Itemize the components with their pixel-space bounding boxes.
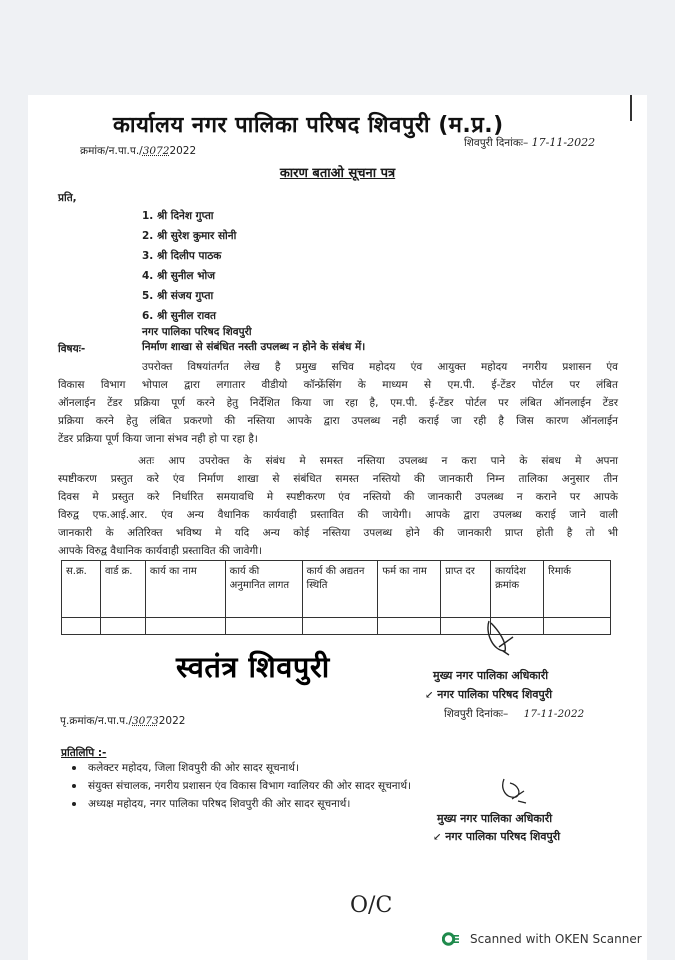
pen-mark-icon: ↙ bbox=[425, 690, 434, 701]
recipient-item: 5. श्री संजय गुप्ता bbox=[142, 290, 214, 302]
signatory-office-text: नगर पालिका परिषद शिवपुरी bbox=[437, 688, 553, 701]
table-cell bbox=[62, 618, 101, 635]
recipient-item: 3. श्री दिलीप पाठक bbox=[142, 250, 222, 262]
column-header: रिमार्क bbox=[544, 561, 611, 618]
signatory-designation: मुख्य नगर पालिका अधिकारी bbox=[433, 669, 549, 682]
signature-date bbox=[444, 707, 584, 721]
paragraph-2-line: अतः आप उपरोक्त के संबंध मे समस्त नस्तिया उपलब्ध न करा पाने के संबध मे अपना bbox=[138, 455, 618, 467]
signature-date-label: शिवपुरी दिनांकः– bbox=[444, 708, 509, 720]
newspaper-watermark: स्वतंत्र शिवपुरी bbox=[176, 650, 330, 684]
recipient-item: 6. श्री सुनील रावत bbox=[142, 310, 217, 322]
copy-to-item bbox=[72, 777, 411, 795]
recipient-item: 1. श्री दिनेश गुप्ता bbox=[142, 210, 214, 222]
signature-scribble bbox=[483, 619, 523, 659]
bullet-icon bbox=[72, 766, 76, 770]
recipient-office: नगर पालिका परिषद शिवपुरी bbox=[142, 326, 252, 338]
signatory-office-text: नगर पालिका परिषद शिवपुरी bbox=[445, 830, 561, 843]
ref-year: 2022 bbox=[169, 145, 197, 157]
table-cell bbox=[100, 618, 145, 635]
paragraph-2-line: स्पष्टीकरण प्रस्तुत करे एंव निर्माण शाखा से संबंधित समस्त नस्तियो की जानकारी निम्न तालिका अनुसार तीन bbox=[58, 473, 618, 485]
copy-to-item bbox=[72, 795, 411, 813]
oken-scanner-logo-icon bbox=[442, 932, 460, 946]
table-cell bbox=[225, 618, 302, 635]
endorsement-ref-year: 2022 bbox=[158, 715, 186, 727]
subject-text: निर्माण शाखा से संबंधित नस्ती उपलब्ध न होने के संबंध में। bbox=[142, 341, 366, 353]
scanner-watermark bbox=[442, 932, 642, 946]
copy-to-text: कलेक्टर महोदय, जिला शिवपुरी की ओर सादर सूचनार्थ। bbox=[88, 762, 299, 774]
handwritten-note: O/C bbox=[350, 893, 393, 918]
paragraph-1-line: ऑनलाईन टेंडर प्रक्रिया पूर्ण करने हेतु निर्देशित किया जा रहा है, एम.पी. ई-टेंडर पोर्टल पर लंबित ऑनलाईन टेंडर bbox=[58, 397, 618, 409]
column-header: स.क्र. bbox=[62, 561, 101, 618]
addressee-label: प्रति, bbox=[58, 192, 77, 204]
table-cell bbox=[302, 618, 378, 635]
table-cell bbox=[544, 618, 611, 635]
subject-label: विषयः- bbox=[58, 343, 86, 355]
column-header: फर्म का नाम bbox=[378, 561, 441, 618]
signatory-designation: मुख्य नगर पालिका अधिकारी bbox=[437, 812, 553, 825]
nasti-details-table bbox=[61, 560, 611, 635]
copy-to-text: अध्यक्ष महोदय, नगर पालिका परिषद शिवपुरी की ओर सादर सूचनार्थ। bbox=[88, 798, 351, 810]
paragraph-2-line: विरुद्व एफ.आई.आर. एंव अन्य वैधानिक कार्यवाही प्रस्तावित की जायेगी। आपके द्वारा उपलब्ध कराई जाने वाली bbox=[58, 509, 618, 521]
copy-to-list bbox=[72, 759, 411, 813]
paragraph-2-line: जानकारी के अतिरिक्त भविष्य मे यदि अन्य कोई नस्तिया उपलब्ध होने की जानकारी प्राप्त होती है तो भी bbox=[58, 527, 618, 539]
column-header: कार्यादेश क्रमांक bbox=[491, 561, 544, 618]
column-header: कार्य का नाम bbox=[145, 561, 225, 618]
table-cell bbox=[378, 618, 441, 635]
signatory-office bbox=[425, 687, 552, 702]
paragraph-2-line: आपके विरुद्व वैधानिक कार्यवाही प्रस्तावित की जावेगी। bbox=[58, 545, 263, 557]
recipient-item: 4. श्री सुनील भोज bbox=[142, 270, 216, 282]
column-header: कार्य की अद्यतन स्थिति bbox=[302, 561, 378, 618]
paragraph-1-line: प्रक्रिया करने हेतु लंबित प्रकरणो की नस्तिया आपके द्वारा उपलब्ध नही कराई जा रही है जिस कारण ऑनलाईन bbox=[58, 415, 618, 427]
header-date bbox=[464, 136, 595, 150]
endorsement-reference bbox=[60, 714, 185, 728]
date-label: शिवपुरी दिनांकः– bbox=[464, 137, 529, 149]
document-page bbox=[28, 95, 647, 960]
endorsement-ref-number: 3073 bbox=[132, 715, 159, 727]
column-header: कार्य की अनुमानित लागत bbox=[225, 561, 302, 618]
office-title: कार्यालय नगर पालिका परिषद शिवपुरी (म.प्र.) bbox=[113, 113, 504, 138]
column-header: वार्ड क्र. bbox=[100, 561, 145, 618]
signature-scribble bbox=[498, 775, 534, 809]
copy-to-text: संयुक्त संचालक, नगरीय प्रशासन एंव विकास विभाग ग्वालियर की ओर सादर सूचनार्थ। bbox=[88, 780, 412, 792]
page-corner-mark bbox=[630, 95, 632, 121]
copy-to-label: प्रतिलिपि :- bbox=[61, 747, 107, 759]
copy-to-item bbox=[72, 759, 411, 777]
paragraph-1-line: टेंडर प्रक्रिया पूर्ण किया जाना संभव नही हो पा रहा है। bbox=[58, 433, 258, 445]
pen-mark-icon: ↙ bbox=[433, 832, 442, 843]
reference-number bbox=[80, 144, 196, 158]
notice-subtitle: कारण बताओ सूचना पत्र bbox=[279, 166, 396, 181]
signatory-office bbox=[433, 829, 560, 844]
paragraph-1-line: विकास विभाग भोपाल द्वारा लगातार वीडीयो कॉन्फ्रेंसिंग के माध्यम से एम.पी. ई-टेंडर पोर्टल पर लंबित bbox=[58, 379, 618, 391]
paragraph-2-line: दिवस मे प्रस्तुत करे निर्धारित समयावधि मे स्पष्टीकरण एंव नस्तियो की जानकारी उपलब्ध न कराने पर आपके bbox=[58, 491, 618, 503]
table-header-row bbox=[62, 561, 611, 618]
date-value: 17-11-2022 bbox=[531, 136, 596, 149]
endorsement-ref-prefix: पृ.क्रमांक/न.पा.प./ bbox=[60, 715, 132, 727]
table-empty-row bbox=[62, 618, 611, 635]
table-cell bbox=[145, 618, 225, 635]
scanner-text: Scanned with OKEN Scanner bbox=[470, 932, 642, 946]
signature-date-value: 17-11-2022 bbox=[523, 708, 585, 720]
ref-prefix: क्रमांक/न.पा.प./ bbox=[80, 145, 143, 157]
bullet-icon bbox=[72, 802, 76, 806]
recipient-item: 2. श्री सुरेश कुमार सोनी bbox=[142, 230, 237, 242]
bullet-icon bbox=[72, 784, 76, 788]
paragraph-1-line: उपरोक्त विषयांतर्गत लेख है प्रमुख सचिव महोदय एंव आयुक्त महोदय नगरीय प्रशासन एंव bbox=[142, 361, 618, 373]
column-header: प्राप्त दर bbox=[441, 561, 491, 618]
ref-number: 3072 bbox=[142, 145, 170, 157]
